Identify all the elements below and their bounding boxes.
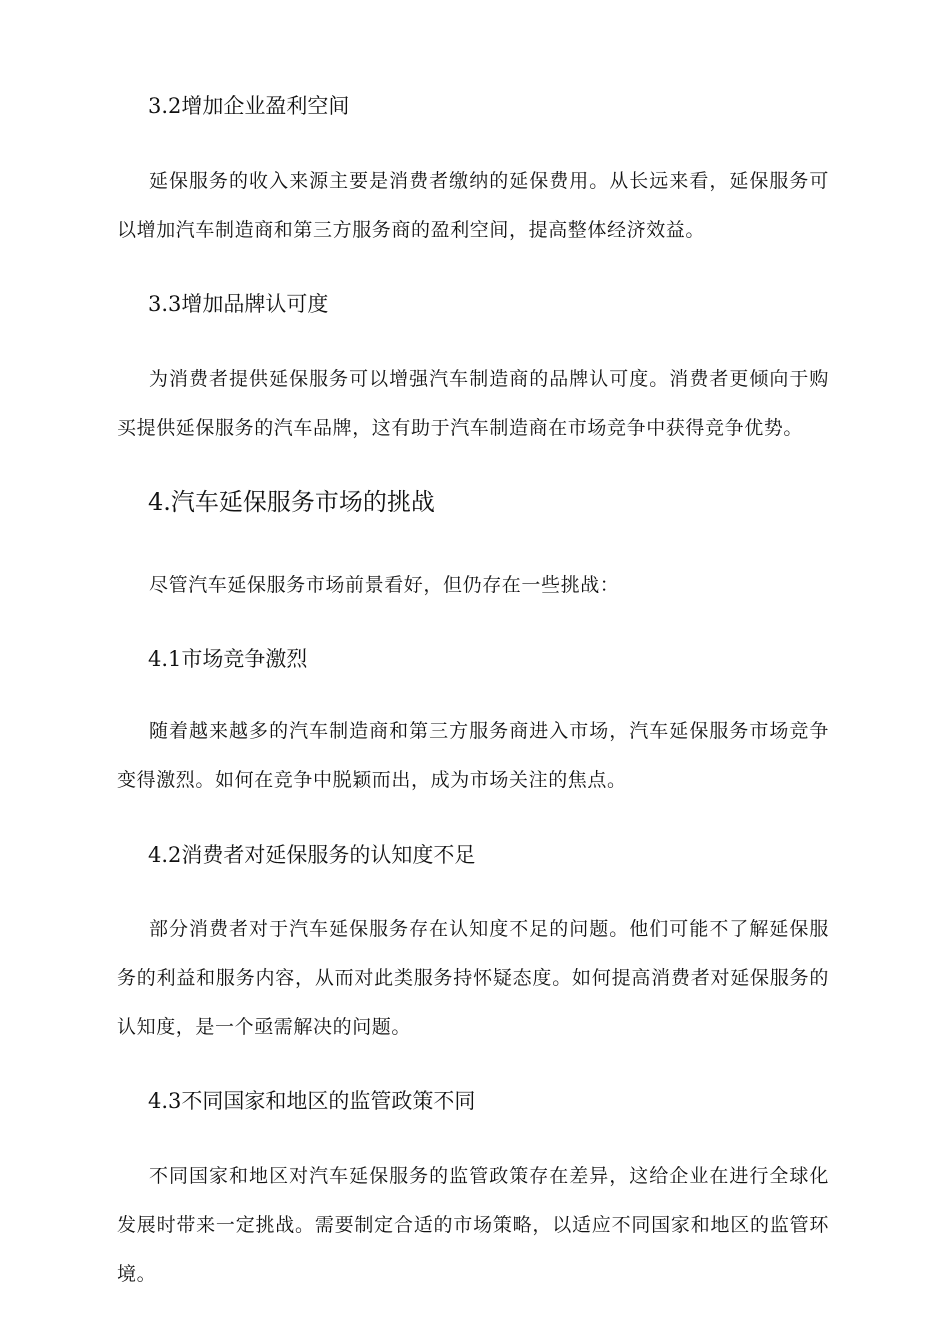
paragraph-3-2: 延保服务的收入来源主要是消费者缴纳的延保费用。从长远来看，延保服务可以增加汽车制造商和第三方服务商的盈利空间，提高整体经济效益。 <box>117 170 829 241</box>
section-heading-4: 4.汽车延保服务市场的挑战 <box>148 488 435 516</box>
section-heading-3-2: 3.2增加企业盈利空间 <box>148 94 350 118</box>
paragraph-4-1: 随着越来越多的汽车制造商和第三方服务商进入市场，汽车延保服务市场竞争变得激烈。如何在竞争中脱颖而出，成为市场关注的焦点。 <box>117 720 829 791</box>
paragraph-4-2: 部分消费者对于汽车延保服务存在认知度不足的问题。他们可能不了解延保服务的利益和服务内容，从而对此类服务持怀疑态度。如何提高消费者对延保服务的认知度，是一个亟需解决的问题。 <box>117 918 829 1038</box>
section-heading-4-2: 4.2消费者对延保服务的认知度不足 <box>148 843 476 867</box>
section-heading-4-3: 4.3不同国家和地区的监管政策不同 <box>148 1089 476 1113</box>
paragraph-3-3: 为消费者提供延保服务可以增强汽车制造商的品牌认可度。消费者更倾向于购买提供延保服务的汽车品牌，这有助于汽车制造商在市场竞争中获得竞争优势。 <box>117 368 829 439</box>
section-heading-3-3: 3.3增加品牌认可度 <box>148 292 329 316</box>
section-heading-4-1: 4.1市场竞争激烈 <box>148 647 308 671</box>
paragraph-4-intro: 尽管汽车延保服务市场前景看好，但仍存在一些挑战： <box>149 574 620 596</box>
paragraph-4-3: 不同国家和地区对汽车延保服务的监管政策存在差异，这给企业在进行全球化发展时带来一定挑战。需要制定合适的市场策略，以适应不同国家和地区的监管环境。 <box>117 1165 829 1285</box>
